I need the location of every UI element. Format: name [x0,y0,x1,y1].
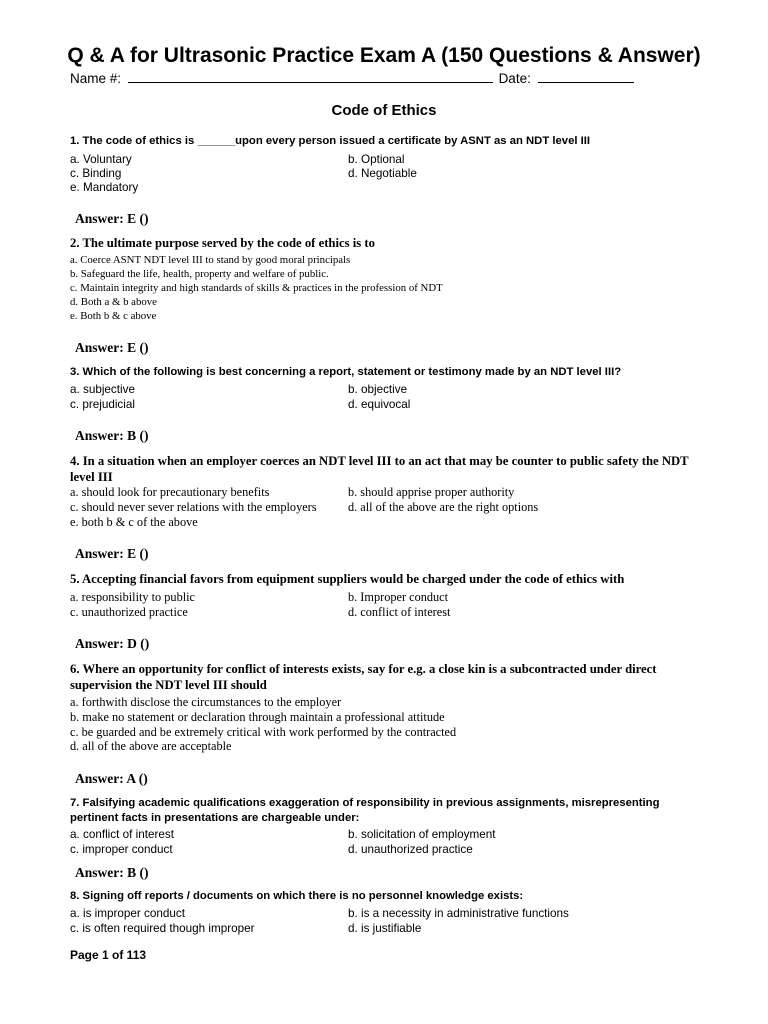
question-7: 7. Falsifying academic qualifications exaggeration of responsibility in previous assignments, misrepresenting pertinent facts in presentations are chargeable under: [70,797,660,824]
q6-answer: Answer: A () [75,771,148,786]
document-title: Q & A for Ultrasonic Practice Exam A (150 Questions & Answer) [67,44,701,67]
q7-option-d: d. unauthorized practice [348,843,473,856]
q2-option-a: a. Coerce ASNT NDT level III to stand by good moral principals [70,254,351,266]
q2-option-c: c. Maintain integrity and high standards of skills & practices in the profession of NDT [70,282,443,294]
q2-option-d: d. Both a & b above [70,296,157,308]
question-5: 5. Accepting financial favors from equipment suppliers would be charged under the code of ethics with [70,572,625,586]
question-4: 4. In a situation when an employer coerces an NDT level III to an act that may be counter to public safety the NDT level III [70,454,689,484]
q5-option-c: c. unauthorized practice [70,605,188,619]
q8-option-a: a. is improper conduct [70,907,185,920]
q7-option-c: c. improper conduct [70,843,173,856]
q5-option-a: a. responsibility to public [70,590,196,604]
question-6: 6. Where an opportunity for conflict of interests exists, say for e.g. a close kin is a subcontracted under direct supervision the NDT level III should [70,662,657,692]
q1-answer: Answer: E () [75,211,149,226]
q2-option-b: b. Safeguard the life, health, property and welfare of public. [70,268,329,280]
q3-option-c: c. prejudicial [70,398,135,411]
q8-option-b: b. is a necessity in administrative functions [348,907,569,920]
q4-option-c: c. should never sever relations with the employers [70,500,317,514]
q1-option-b: b. Optional [348,153,405,166]
q4-option-b: b. should apprise proper authority [348,485,515,499]
name-date-line [70,70,634,88]
q3-option-b: b. objective [348,383,408,396]
question-1: 1. The code of ethics is ______upon every person issued a certificate by ASNT as an NDT level III [70,135,591,147]
q1-option-d: d. Negotiable [348,167,417,180]
q5-option-d: d. conflict of interest [348,605,451,619]
q4-option-e: e. both b & c of the above [70,515,198,529]
q7-option-b: b. solicitation of employment [348,828,496,841]
name-field[interactable] [128,70,493,83]
date-label: Date: [498,71,531,86]
q8-option-c: c. is often required though improper [70,922,255,935]
q4-answer: Answer: E () [75,546,149,561]
q6-option-b: b. make no statement or declaration through maintain a professional attitude [70,710,445,724]
q5-answer: Answer: D () [75,636,150,651]
q3-answer: Answer: B () [75,428,149,443]
question-2: 2. The ultimate purpose served by the code of ethics is to [70,236,375,250]
section-title: Code of Ethics [331,102,437,119]
q7-answer: Answer: B () [75,865,149,880]
q4-option-a: a. should look for precautionary benefits [70,485,270,499]
q5-option-b: b. Improper conduct [348,590,449,604]
q6-option-a: a. forthwith disclose the circumstances to the employer [70,695,342,709]
q2-answer: Answer: E () [75,340,149,355]
page-number: Page 1 of 113 [70,948,147,962]
q2-option-e: e. Both b & c above [70,310,157,322]
q8-option-d: d. is justifiable [348,922,422,935]
q1-option-e: e. Mandatory [70,181,139,194]
q4-option-d: d. all of the above are the right options [348,500,539,514]
q7-option-a: a. conflict of interest [70,828,174,841]
question-3: 3. Which of the following is best concerning a report, statement or testimony made by an NDT level III? [70,366,622,378]
q1-option-a: a. Voluntary [70,153,132,166]
q6-option-c: c. be guarded and be extremely critical with work performed by the contracted [70,725,457,739]
q1-option-c: c. Binding [70,167,122,180]
date-field[interactable] [538,70,634,83]
q3-option-d: d. equivocal [348,398,411,411]
name-label: Name #: [70,71,122,86]
q6-option-d: d. all of the above are acceptable [70,739,232,753]
q3-option-a: a. subjective [70,383,135,396]
question-8: 8. Signing off reports / documents on which there is no personnel knowledge exists: [70,890,524,902]
